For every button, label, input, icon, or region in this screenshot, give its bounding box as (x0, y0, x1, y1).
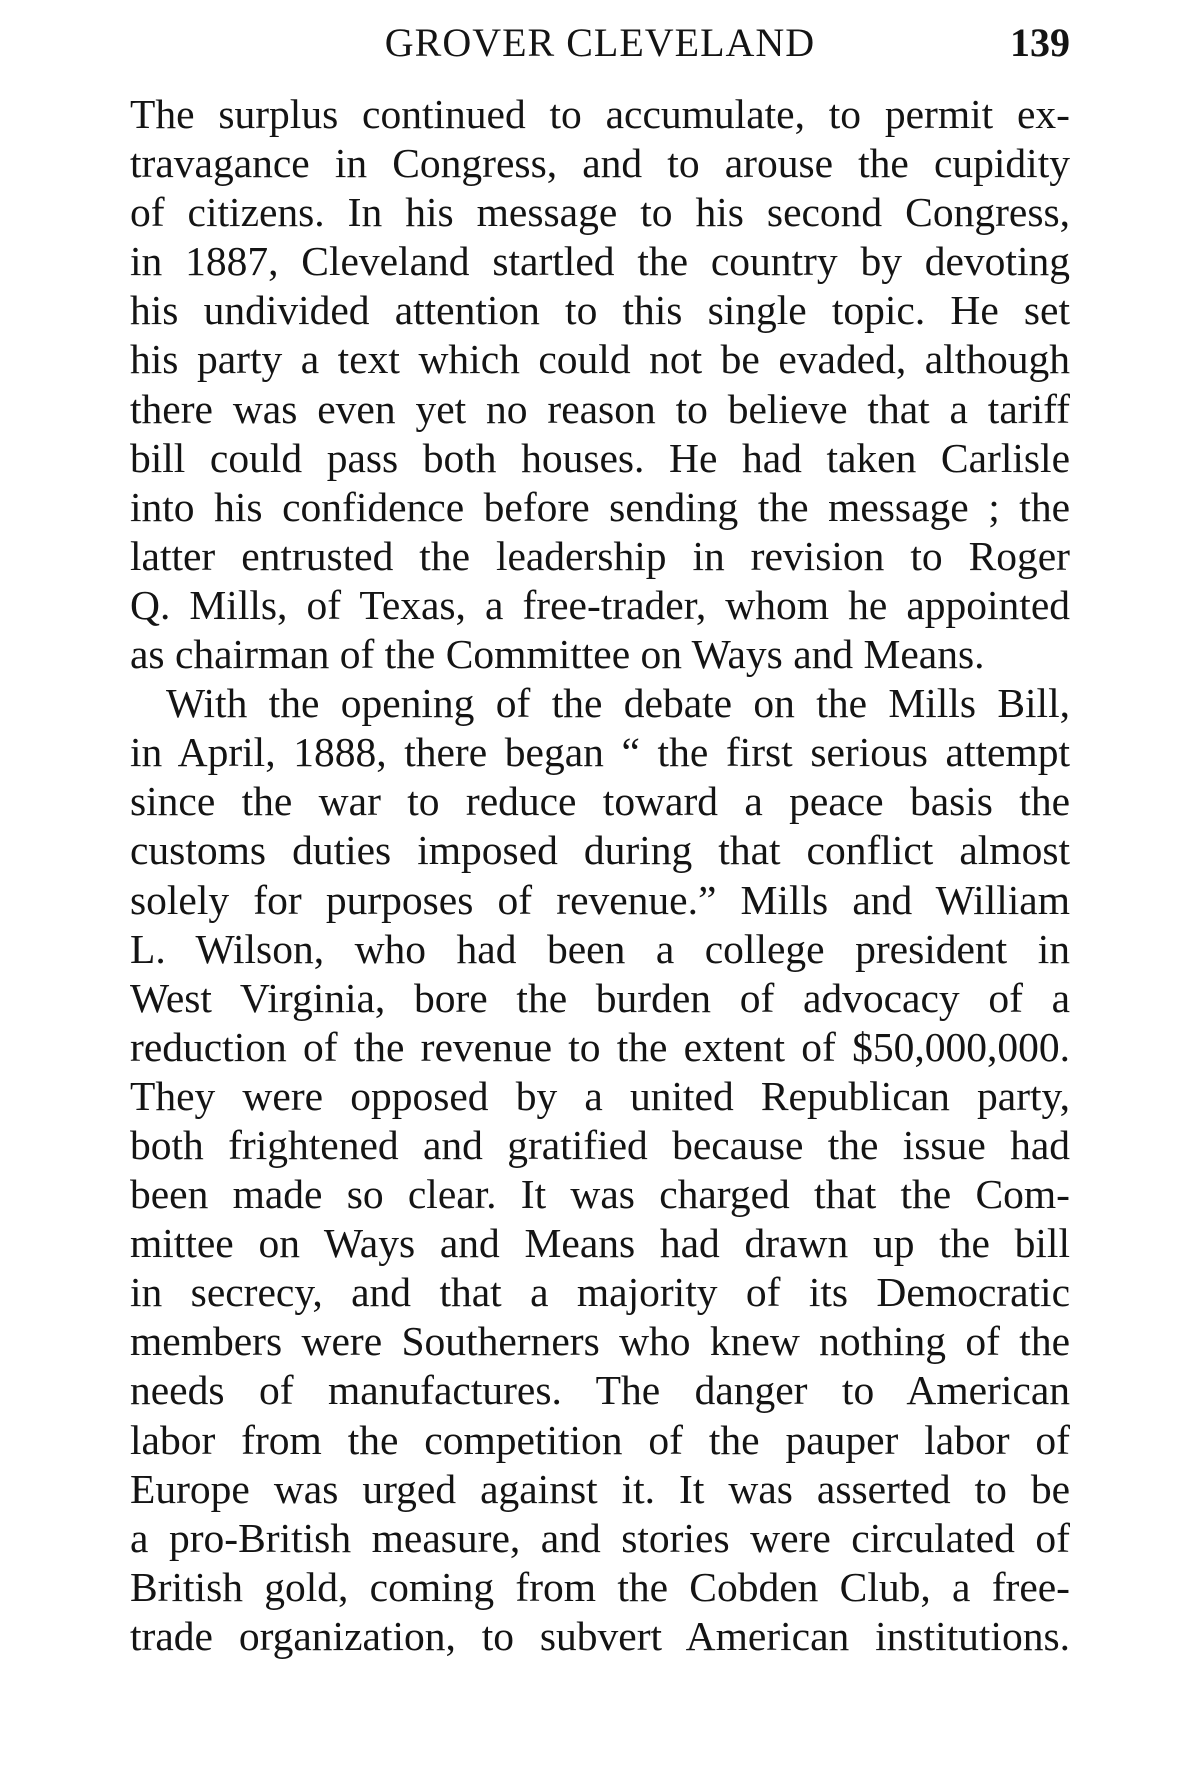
text-line: a pro-British measure, and stories were circulated of (130, 1514, 1070, 1561)
text-line: his undivided attention to this single topic. He set (130, 287, 1070, 334)
text-line: labor from the competition of the pauper labor of (130, 1416, 1070, 1463)
text-line: West Virginia, bore the burden of advocacy of a (130, 974, 1070, 1021)
text-line: in 1887, Cleveland startled the country by devoting (130, 238, 1070, 285)
running-title: GROVER CLEVELAND (384, 20, 816, 65)
text-line: his party a text which could not be evaded, although (130, 336, 1070, 383)
text-line: Europe was urged against it. It was asserted to be (130, 1465, 1070, 1512)
page-number: 139 (1010, 20, 1070, 65)
text-line: members were Southerners who knew nothing of the (130, 1318, 1070, 1365)
text-line: in April, 1888, there began “ the first serious attempt (130, 729, 1070, 776)
text-line: reduction of the revenue to the extent of $50,000,000. (130, 1023, 1070, 1070)
text-line: as chairman of the Committee on Ways and Means. (130, 631, 985, 678)
text-line: mittee on Ways and Means had drawn up the bill (130, 1220, 1070, 1267)
text-line: into his confidence before sending the message ; the (130, 483, 1070, 530)
text-line: travagance in Congress, and to arouse the cupidity (130, 140, 1070, 187)
text-line: there was even yet no reason to believe that a tariff (130, 385, 1070, 432)
text-line: solely for purposes of revenue.” Mills and William (130, 876, 1070, 923)
text-line: bill could pass both houses. He had taken Carlisle (130, 434, 1070, 481)
text-line: British gold, coming from the Cobden Club, a free- (130, 1563, 1070, 1610)
text-line: With the opening of the debate on the Mills Bill, (166, 680, 1070, 727)
body-text (130, 90, 1070, 1661)
text-line: needs of manufactures. The danger to American (130, 1367, 1070, 1414)
text-line: customs duties imposed during that conflict almost (130, 827, 1070, 874)
text-line: both frightened and gratified because the issue had (130, 1121, 1070, 1168)
text-line: been made so clear. It was charged that the Com- (130, 1171, 1070, 1218)
text-line: in secrecy, and that a majority of its Democratic (130, 1269, 1070, 1316)
text-line: Q. Mills, of Texas, a free-trader, whom he appointed (130, 581, 1070, 628)
text-line: latter entrusted the leadership in revision to Roger (130, 532, 1070, 579)
running-head (130, 18, 1070, 68)
text-line: trade organization, to subvert American institutions. (130, 1612, 1070, 1659)
text-line: The surplus continued to accumulate, to permit ex- (130, 91, 1070, 137)
text-line: since the war to reduce toward a peace basis the (130, 778, 1070, 825)
text-line: L. Wilson, who had been a college president in (130, 925, 1070, 972)
text-line: of citizens. In his message to his second Congress, (130, 189, 1070, 236)
text-line: They were opposed by a united Republican party, (130, 1072, 1070, 1119)
